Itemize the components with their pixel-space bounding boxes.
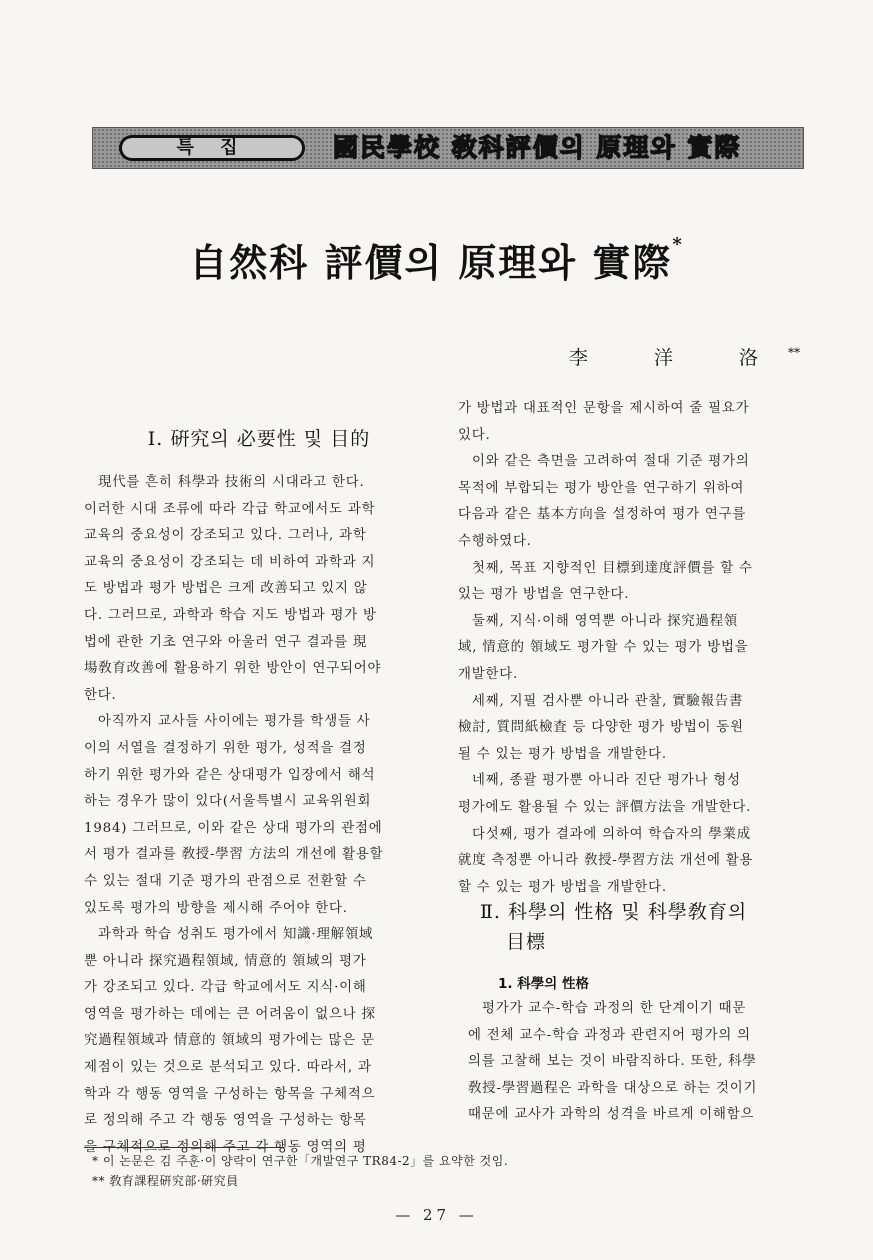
paragraph-line: 때문에 교사가 과학의 성격을 바르게 이해함으 <box>468 1107 755 1123</box>
paragraph-line: 학과 각 행동 영역을 구성하는 항목을 구체적으 <box>84 1086 376 1102</box>
paragraph-line: 에 전체 교수-학습 과정과 관련지어 평가의 의 <box>468 1027 751 1043</box>
paragraph-line: 敎授-學習過程은 과학을 대상으로 하는 것이기 <box>468 1080 758 1096</box>
page-number: — 27 — <box>395 1206 478 1224</box>
paragraph-line: 이의 서열을 결정하기 위한 평가, 성적을 결정 <box>84 740 367 756</box>
paragraph-line: 첫째, 목표 지향적인 目標到達度評價를 할 수 <box>472 560 753 576</box>
paragraph-line: 교육의 중요성이 강조되는 데 비하여 과학과 지 <box>84 554 376 570</box>
paragraph-line: 한다. <box>84 687 117 703</box>
paragraph-line: 場敎育改善에 활용하기 위한 방안이 연구되어야 <box>84 661 382 677</box>
paragraph-line: 할 수 있는 평가 방법을 개발한다. <box>458 879 667 895</box>
banner-title: 國民學校 敎科評價의 原理와 實際 <box>333 133 742 162</box>
paragraph-line: 現代를 흔히 科學과 技術의 시대라고 한다. <box>98 475 365 490</box>
paragraph-line: 둘째, 지식·이해 영역뿐 아니라 探究過程領 <box>472 613 739 629</box>
paragraph-line: 하는 경우가 많이 있다(서울특별시 교육위원회 <box>84 794 372 810</box>
paragraph-line: 하기 위한 평가와 같은 상대평가 입장에서 해석 <box>84 767 376 783</box>
paragraph-line: 다. 그러므로, 과학과 학습 지도 방법과 평가 방 <box>84 607 377 623</box>
paragraph-line: 법에 관한 기초 연구와 아울러 연구 결과를 現 <box>84 634 368 650</box>
paragraph-line: 수 있는 절대 기준 평가의 관점으로 전환할 수 <box>84 873 367 889</box>
paragraph-line: 이러한 시대 조류에 따라 각급 학교에서도 과학 <box>84 501 376 517</box>
footnote-2: ** 敎育課程硏究部·硏究員 <box>92 1174 239 1188</box>
paragraph-line: 이와 같은 측면을 고려하여 절대 기준 평가의 <box>472 454 750 470</box>
author-name: 李 洋 洛 <box>568 347 788 369</box>
paragraph-line: 檢討, 質問紙檢査 등 다양한 평가 방법이 동원 <box>458 720 744 736</box>
article-title <box>0 232 873 287</box>
paragraph-line: 목적에 부합되는 평가 방안을 연구하기 위하여 <box>458 480 745 496</box>
left-column-text <box>84 470 439 1161</box>
paragraph-line: 究過程領域과 情意的 領域의 평가에는 많은 문 <box>84 1033 375 1049</box>
author-footnote-mark: ** <box>788 345 800 360</box>
right-column-text <box>458 396 813 901</box>
paragraph-line: 네째, 종괄 평가뿐 아니라 진단 평가나 형성 <box>472 773 741 789</box>
special-feature-banner <box>92 127 804 169</box>
section2-text <box>468 996 823 1129</box>
article-title-text: 自然科 評價의 原理와 實際 <box>189 240 673 285</box>
paragraph-line: 제점이 있는 것으로 분석되고 있다. 따라서, 과 <box>84 1060 372 1076</box>
paragraph-line: 과학과 학습 성취도 평가에서 知識·理解領域 <box>98 927 374 943</box>
paragraph-line: 域, 情意的 領域도 평가할 수 있는 평가 방법을 <box>458 640 749 656</box>
paragraph-line: 있다. <box>458 427 491 443</box>
paragraph-line: 을 구체적으로 정의해 주고 각 행동 영역의 평 <box>84 1139 367 1155</box>
author-line <box>540 343 800 370</box>
section2-heading <box>480 897 820 957</box>
paragraph-line: 다음과 같은 基本方向을 설정하여 평가 연구를 <box>458 507 747 523</box>
paragraph-line: 개발한다. <box>458 666 518 682</box>
paragraph-line: 뿐 아니라 探究過程領域, 情意的 領域의 평가 <box>84 953 367 969</box>
banner-label: 특 집 <box>119 135 305 161</box>
paragraph-line: 있도록 평가의 방향을 제시해 주어야 한다. <box>84 900 348 916</box>
paragraph-line: 就度 측정뿐 아니라 敎授-學習方法 개선에 활용 <box>458 853 754 869</box>
paragraph-line: 세째, 지필 검사뿐 아니라 관찰, 實驗報告書 <box>472 693 744 709</box>
paragraph-line: 교육의 중요성이 강조되고 있다. 그러나, 과학 <box>84 528 367 544</box>
footnote-divider <box>84 1147 284 1148</box>
title-footnote-mark: * <box>672 234 684 255</box>
footnote-1: * 이 논문은 김 주훈·이 양락이 연구한「개발연구 TR84-2」를 요약한 것임. <box>92 1154 509 1168</box>
section2-heading-line2: 目標 <box>506 931 547 953</box>
section2-heading-line1: Ⅱ. 科學의 性格 및 科學敎育의 <box>480 901 748 923</box>
paragraph-line: 있는 평가 방법을 연구한다. <box>458 587 630 603</box>
paragraph-line: 다섯째, 평가 결과에 의하여 학습자의 學業成 <box>472 826 751 842</box>
paragraph-line: 1984) 그러므로, 이와 같은 상대 평가의 관점에 <box>84 820 383 836</box>
paragraph-line: 가 강조되고 있다. 각급 학교에서도 지식·이해 <box>84 980 367 996</box>
paragraph-line: 될 수 있는 평가 방법을 개발한다. <box>458 746 667 762</box>
paragraph-line: 수행하였다. <box>458 533 532 549</box>
paragraph-line: 영역을 평가하는 데에는 큰 어려움이 없으나 探 <box>84 1006 376 1022</box>
paragraph-line: 아직까지 교사들 사이에는 평가를 학생들 사 <box>98 714 371 730</box>
paragraph-line: 가 방법과 대표적인 문항을 제시하여 줄 필요가 <box>458 401 750 416</box>
paragraph-line: 도 방법과 평가 방법은 크게 改善되고 있지 않 <box>84 581 368 597</box>
subsection-heading: 1. 科學의 性格 <box>498 976 589 992</box>
section1-heading: Ⅰ. 硏究의 必要性 및 目的 <box>147 428 371 450</box>
paragraph-line: 평가가 교수-학습 과정의 한 단계이기 때문 <box>482 1001 747 1016</box>
paragraph-line: 의를 고찰해 보는 것이 바람직하다. 또한, 科學 <box>468 1054 757 1070</box>
paragraph-line: 평가에도 활용될 수 있는 評價方法을 개발한다. <box>458 799 752 815</box>
paragraph-line: 서 평가 결과를 敎授-學習 方法의 개선에 활용할 <box>84 847 384 863</box>
paragraph-line: 로 정의해 주고 각 행동 영역을 구성하는 항목 <box>84 1113 367 1129</box>
